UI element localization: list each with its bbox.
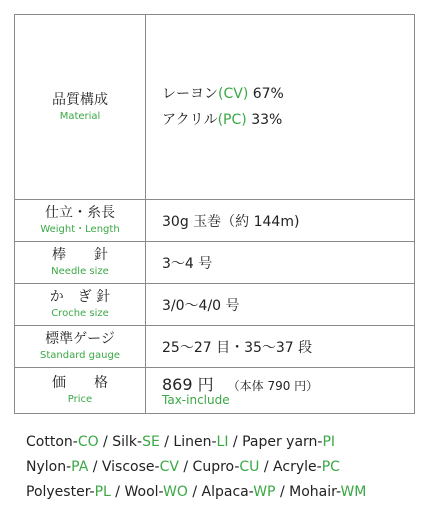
legend-fiber-name: Nylon- (26, 459, 72, 475)
label-length (15, 200, 146, 241)
label-crochet-jp: か ぎ 針 (49, 289, 111, 305)
label-material (15, 15, 146, 199)
value-crochet: 3/0〜4/0 号 (162, 297, 240, 314)
price-amount: 869 円 (162, 374, 214, 394)
label-gauge-jp: 標準ゲージ (45, 331, 115, 347)
legend-fiber-code: CV (159, 459, 179, 475)
label-needle-jp: 棒 針 (52, 247, 108, 263)
value-material (146, 15, 414, 199)
material-line-1 (162, 81, 414, 107)
legend-fiber-name: / Alpaca- (187, 484, 254, 500)
row-material (15, 15, 414, 199)
row-needle (15, 241, 414, 283)
row-length (15, 199, 414, 241)
legend-fiber-name: / Mohair- (275, 484, 341, 500)
legend-fiber-code: WO (163, 484, 188, 500)
legend-fiber-name: Cotton- (26, 434, 78, 450)
row-crochet (15, 283, 414, 325)
legend-fiber-code: LI (216, 434, 229, 450)
legend-line-3 (26, 480, 421, 505)
label-price (15, 368, 146, 413)
legend-fiber-code: PA (71, 459, 89, 475)
legend-fiber-code: PL (94, 484, 111, 500)
label-price-jp: 価 格 (52, 375, 108, 391)
spec-table (14, 14, 415, 414)
row-gauge (15, 325, 414, 367)
legend-fiber-code: CU (239, 459, 260, 475)
legend-fiber-code: WM (340, 484, 367, 500)
fiber-pct-1: 67% (252, 86, 284, 102)
legend-fiber-name: Polyester- (26, 484, 95, 500)
legend-fiber-code: CO (77, 434, 99, 450)
legend-fiber-code: WP (253, 484, 276, 500)
legend-fiber-code: PC (321, 459, 340, 475)
legend-fiber-name: / Acryle- (259, 459, 322, 475)
legend-fiber-code: PI (322, 434, 336, 450)
label-needle (15, 242, 146, 283)
legend-line-1 (26, 430, 421, 455)
legend-fiber-name: / Viscose- (88, 459, 160, 475)
label-gauge-en: Standard gauge (40, 350, 120, 361)
label-needle-en: Needle size (51, 266, 109, 277)
fiber-pct-2: 33% (251, 112, 283, 128)
price-line (162, 375, 414, 394)
legend-line-2 (26, 455, 421, 480)
legend-fiber-name: / Silk- (98, 434, 143, 450)
label-length-en: Weight・Length (40, 224, 120, 235)
label-length-jp: 仕立・糸長 (45, 205, 115, 221)
label-gauge (15, 326, 146, 367)
label-crochet (15, 284, 146, 325)
label-crochet-en: Croche size (51, 308, 109, 319)
label-material-jp: 品質構成 (52, 91, 108, 108)
legend-fiber-name: / Paper yarn- (228, 434, 323, 450)
tax-include-note: Tax-include (162, 392, 230, 407)
fiber-name-2: アクリル (162, 112, 218, 128)
value-gauge: 25〜27 目・35〜37 段 (162, 339, 313, 356)
legend-fiber-name: / Cupro- (178, 459, 240, 475)
value-length: 30g 玉巻（約 144m) (162, 213, 300, 230)
value-needle: 3〜4 号 (162, 255, 213, 272)
price-base-amount: （本体 790 円） (227, 378, 319, 393)
fiber-code-1: (CV) (218, 86, 249, 102)
fiber-name-1: レーヨン (162, 86, 218, 102)
value-price (146, 368, 414, 413)
legend-fiber-code: SE (142, 434, 160, 450)
legend-fiber-name: / Linen- (159, 434, 217, 450)
label-price-en: Price (67, 394, 93, 405)
fiber-code-2: (PC) (217, 112, 247, 128)
fiber-code-legend (26, 430, 421, 505)
legend-fiber-name: / Wool- (110, 484, 164, 500)
material-line-2 (162, 107, 414, 133)
label-material-en: Material (59, 110, 101, 122)
row-price (15, 367, 414, 413)
